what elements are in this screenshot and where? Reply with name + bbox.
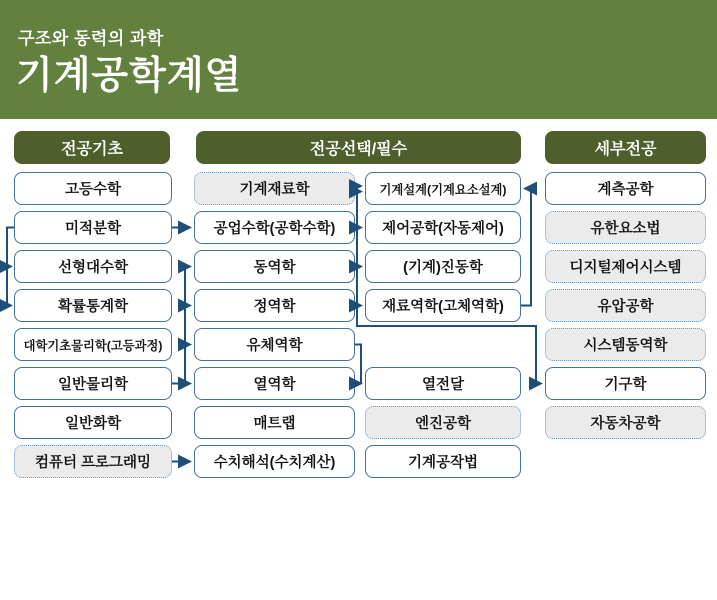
connector-mechmat-to-design-loop	[521, 189, 531, 306]
course-box: 일반물리학	[14, 367, 172, 400]
course-box: 선형대수학	[14, 250, 172, 283]
course-box: 고등수학	[14, 172, 172, 205]
title-banner	[0, 0, 717, 119]
section-header-major-electives: 전공선택/필수	[196, 131, 521, 164]
connector-calculus-branch	[7, 228, 14, 306]
course-box: 기계재료학	[194, 172, 355, 205]
course-box: 제어공학(자동제어)	[365, 211, 521, 244]
course-box: 유한요소법	[545, 211, 706, 244]
banner-title: 기계공학계열	[16, 55, 243, 97]
connector-physics-bus	[172, 267, 185, 384]
course-box: 기구학	[545, 367, 706, 400]
course-box: 엔진공학	[365, 406, 521, 439]
course-box: 기계설계(기계요소설계)	[365, 172, 521, 205]
course-box: 기계공작법	[365, 445, 521, 478]
course-box: (기계)진동학	[365, 250, 521, 283]
course-box: 시스템동역학	[545, 328, 706, 361]
banner-subtitle: 구조와 동력의 과학	[18, 29, 164, 48]
course-box: 컴퓨터 프로그래밍	[14, 445, 172, 478]
course-box: 공업수학(공학수학)	[194, 211, 355, 244]
course-box: 열전달	[365, 367, 521, 400]
course-box: 자동차공학	[545, 406, 706, 439]
section-header-specialties: 세부전공	[545, 131, 706, 164]
course-box: 매트랩	[194, 406, 355, 439]
course-box: 유체역학	[194, 328, 355, 361]
course-box: 수치해석(수치계산)	[194, 445, 355, 478]
course-box: 대학기초물리학(고등과정)	[14, 328, 172, 361]
course-box: 디지털제어시스템	[545, 250, 706, 283]
course-box: 일반화학	[14, 406, 172, 439]
course-box: 동역학	[194, 250, 355, 283]
course-box: 정역학	[194, 289, 355, 322]
course-box: 미적분학	[14, 211, 172, 244]
section-header-major-basics: 전공기초	[14, 131, 170, 164]
connector-fluid-join	[355, 345, 361, 384]
course-box: 확률통계학	[14, 289, 172, 322]
course-box: 열역학	[194, 367, 355, 400]
course-box: 유압공학	[545, 289, 706, 322]
course-box: 재료역학(고체역학)	[365, 289, 521, 322]
course-box: 계측공학	[545, 172, 706, 205]
connector-mid-bus-sources	[355, 228, 357, 306]
